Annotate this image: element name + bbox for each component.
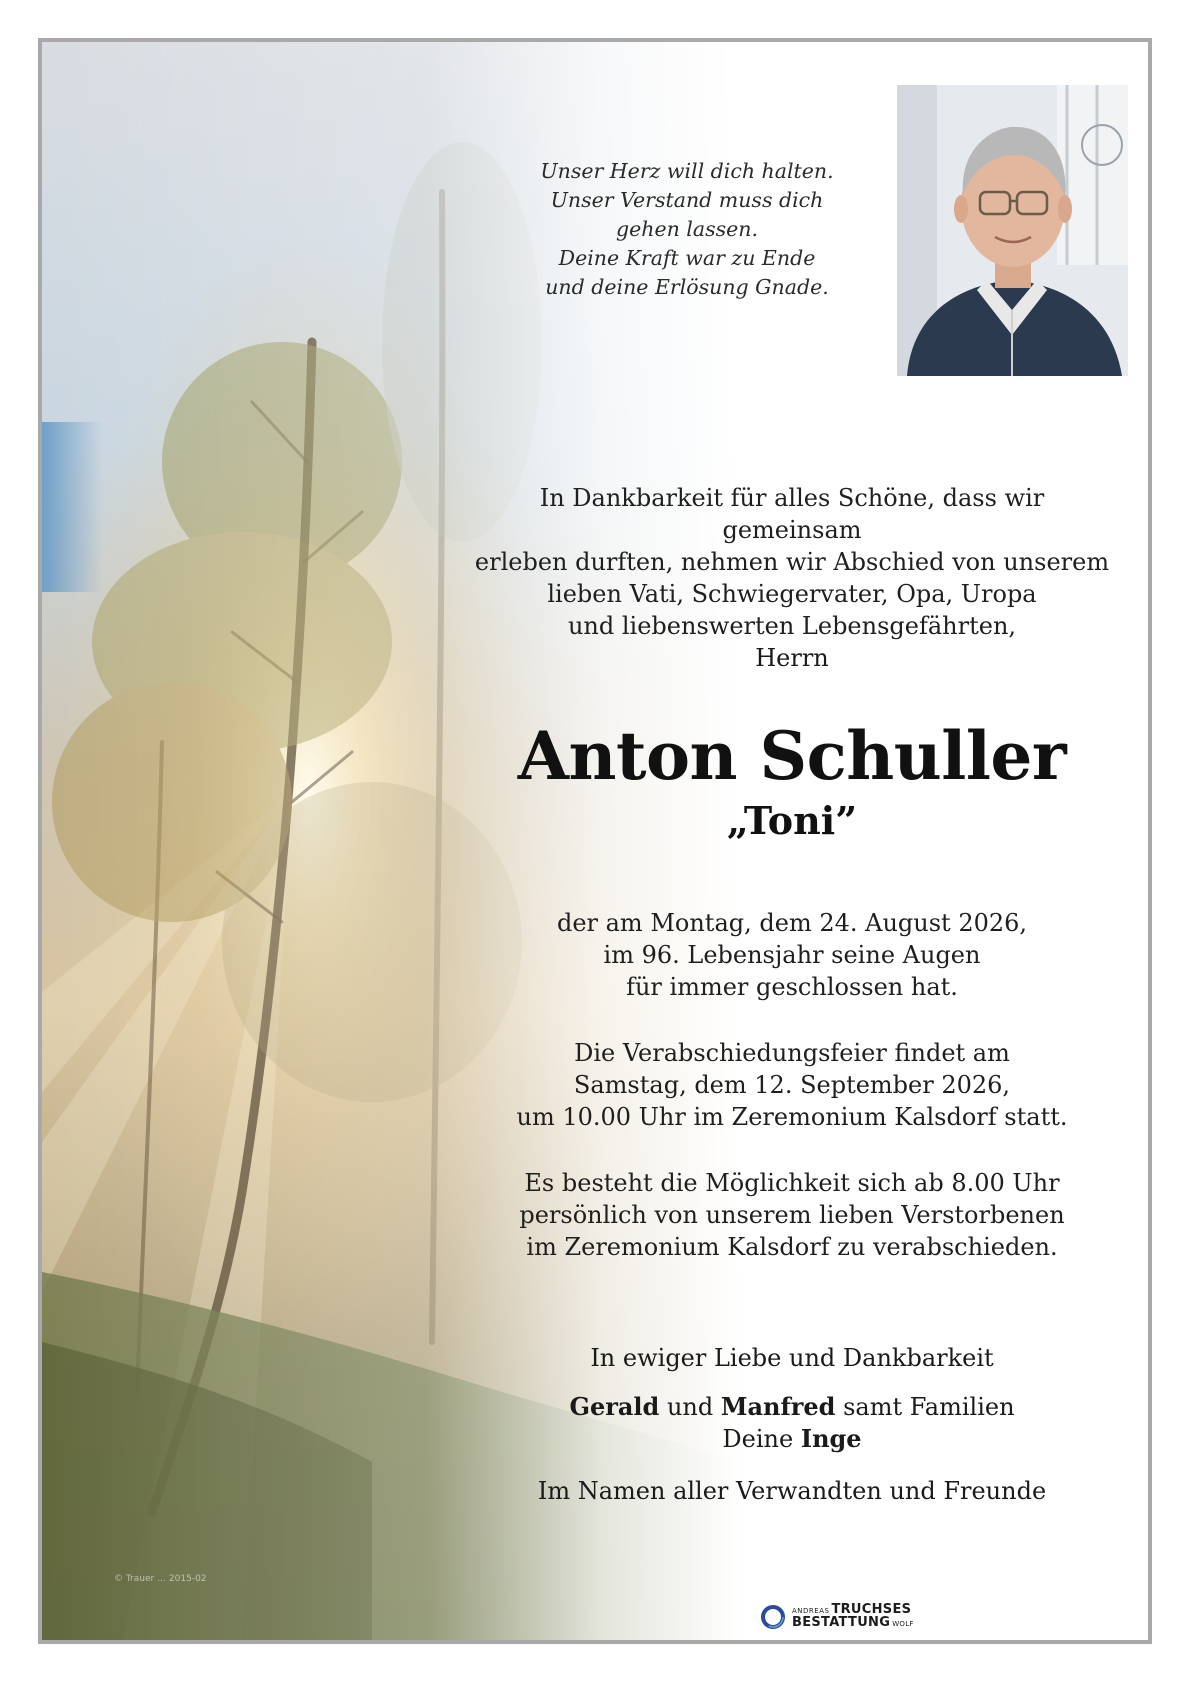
salutation: Herrn xyxy=(755,644,829,672)
death-notice-line: im 96. Lebensjahr seine Augen xyxy=(603,941,981,969)
ceremony-line: Die Verabschiedungsfeier findet am xyxy=(574,1039,1010,1067)
deceased-name: Anton Schuller xyxy=(517,717,1067,795)
family-prefix: Deine xyxy=(722,1425,801,1453)
logo-top-small: ANDREAS xyxy=(792,1607,830,1615)
logo-bottom-main: BESTATTUNG xyxy=(792,1615,891,1630)
death-notice xyxy=(472,907,1112,1003)
closing-phrase: In ewiger Liebe und Dankbarkeit xyxy=(590,1344,994,1372)
family-signature xyxy=(472,1391,1112,1455)
intro-line: und liebenswerten Lebensgefährten, xyxy=(567,612,1017,640)
intro-text xyxy=(472,482,1112,642)
deceased-nickname: „Toni” xyxy=(726,798,858,843)
portrait-illustration xyxy=(897,85,1128,376)
image-copyright: © Trauer … 2015-02 xyxy=(114,1574,207,1584)
poem-line: und deine Erlösung Gnade. xyxy=(545,275,829,299)
relatives-line: Im Namen aller Verwandten und Freunde xyxy=(537,1477,1047,1505)
obituary-content xyxy=(42,42,1152,1644)
logo-top-main: TRUCHSES xyxy=(831,1602,912,1617)
obituary-frame xyxy=(38,38,1152,1644)
funeral-home-logo xyxy=(760,1600,914,1634)
viewing-info xyxy=(472,1167,1112,1263)
ceremony-line: um 10.00 Uhr im Zeremonium Kalsdorf statt. xyxy=(516,1103,1068,1131)
viewing-line: im Zeremonium Kalsdorf zu verabschieden. xyxy=(526,1233,1058,1261)
logo-ring-icon xyxy=(760,1604,786,1630)
intro-line: lieben Vati, Schwiegervater, Opa, Uropa xyxy=(547,580,1037,608)
intro-line: In Dankbarkeit für alles Schöne, dass wir gemeinsam xyxy=(539,484,1045,544)
ceremony-line: Samstag, dem 12. September 2026, xyxy=(573,1071,1011,1099)
poem-line: Unser Herz will dich halten. xyxy=(540,159,834,183)
poem-line: Unser Verstand muss dich xyxy=(550,188,824,212)
ceremony-info xyxy=(472,1037,1112,1133)
family-line-1 xyxy=(472,1391,1112,1423)
intro-line: erleben durften, nehmen wir Abschied von unserem xyxy=(474,548,1110,576)
family-line-2 xyxy=(472,1423,1112,1455)
logo-bottom-small: WOLF xyxy=(892,1620,914,1628)
memorial-poem xyxy=(532,157,842,302)
family-name-manfred: Manfred xyxy=(720,1392,836,1421)
logo-text xyxy=(792,1604,914,1630)
family-name-inge: Inge xyxy=(800,1424,862,1453)
death-notice-line: für immer geschlossen hat. xyxy=(626,973,958,1001)
viewing-line: Es besteht die Möglichkeit sich ab 8.00 Uhr xyxy=(524,1169,1060,1197)
death-notice-line: der am Montag, dem 24. August 2026, xyxy=(556,909,1028,937)
viewing-line: persönlich von unserem lieben Verstorbenen xyxy=(519,1201,1065,1229)
poem-line: gehen lassen. xyxy=(616,217,758,241)
logo-row-bottom xyxy=(792,1617,914,1630)
family-join: und xyxy=(659,1393,721,1421)
family-rest: samt Familien xyxy=(835,1393,1015,1421)
family-name-gerald: Gerald xyxy=(569,1392,660,1421)
portrait-photo xyxy=(897,85,1128,376)
poem-line: Deine Kraft war zu Ende xyxy=(558,246,816,270)
